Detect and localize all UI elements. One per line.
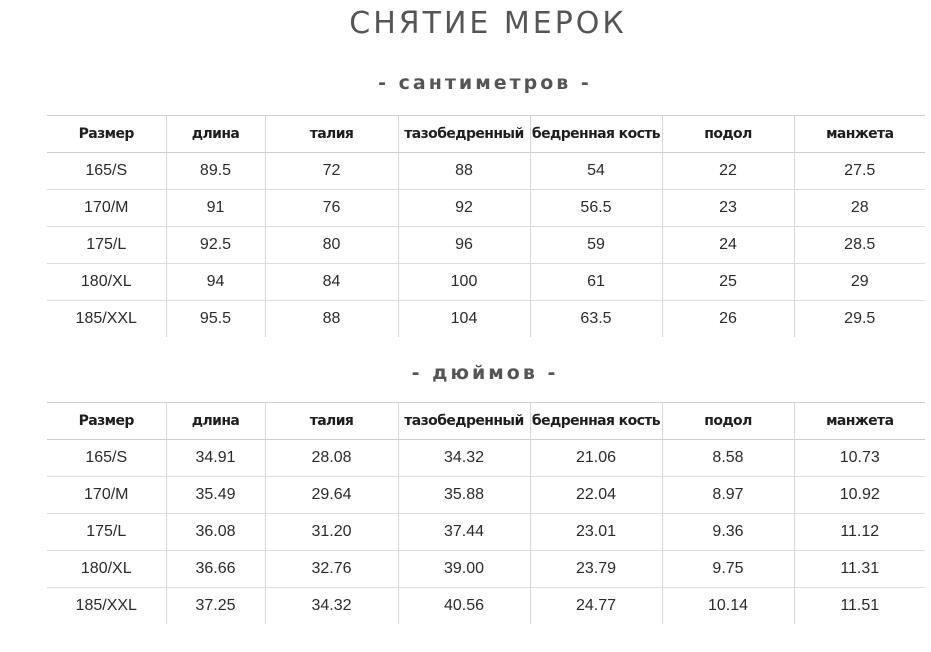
cell-thigh: 56.5 (530, 190, 662, 227)
cell-hip: 96 (398, 227, 530, 264)
cell-length: 91 (166, 190, 265, 227)
table-row (47, 588, 925, 625)
table-row (47, 190, 925, 227)
cell-length: 89.5 (166, 153, 265, 190)
size-table-centimeters (47, 115, 925, 337)
cell-thigh: 22.04 (530, 477, 662, 514)
cell-waist: 72 (265, 153, 398, 190)
cell-hip: 37.44 (398, 514, 530, 551)
cell-length: 92.5 (166, 227, 265, 264)
cell-waist: 80 (265, 227, 398, 264)
cell-size: 170/M (47, 190, 166, 227)
cell-thigh: 23.79 (530, 551, 662, 588)
section-title-inches: - дюймов - (411, 362, 559, 384)
cell-length: 34.91 (166, 440, 265, 477)
column-header-waist: талия (265, 403, 398, 440)
cell-size: 165/S (47, 153, 166, 190)
cell-size: 185/XXL (75, 310, 137, 327)
cell-cuff: 29 (794, 264, 925, 301)
size-table-inches (47, 402, 925, 624)
cell-hip: 88 (398, 153, 530, 190)
cell-waist: 84 (265, 264, 398, 301)
column-header-length: длина (166, 116, 265, 153)
table-row (47, 301, 925, 338)
column-header-thigh: бедренная кость (530, 116, 662, 153)
cell-thigh: 24.77 (530, 588, 662, 625)
cell-hip: 104 (398, 301, 530, 338)
column-header-cuff: манжета (794, 116, 925, 153)
cell-thigh: 63.5 (530, 301, 662, 338)
table-row (47, 514, 925, 551)
cell-length: 37.25 (166, 588, 265, 625)
cell-hem: 9.36 (662, 514, 794, 551)
cell-hip: 100 (398, 264, 530, 301)
cell-hip: 34.32 (398, 440, 530, 477)
cell-cuff: 11.12 (794, 514, 925, 551)
cell-size: 180/XL (47, 551, 166, 588)
cell-size: 165/S (47, 440, 166, 477)
table-header-row (47, 116, 925, 153)
cell-waist: 76 (265, 190, 398, 227)
table-header-row (47, 403, 925, 440)
column-header-hem: подол (662, 403, 794, 440)
table-row (47, 440, 925, 477)
cell-thigh: 23.01 (530, 514, 662, 551)
cell-cuff: 11.51 (794, 588, 925, 625)
cell-hem: 23 (662, 190, 794, 227)
cell-hip: 40.56 (398, 588, 530, 625)
cell-thigh: 59 (530, 227, 662, 264)
section-title-centimeters: - сантиметров - (378, 72, 592, 94)
column-header-cuff: манжета (794, 403, 925, 440)
column-header-thigh: бедренная кость (530, 403, 662, 440)
cell-length: 36.66 (166, 551, 265, 588)
cell-hip: 92 (398, 190, 530, 227)
table-row (47, 477, 925, 514)
cell-waist: 29.64 (265, 477, 398, 514)
cell-size: 185/XXL (75, 597, 137, 614)
cell-size: 175/L (47, 227, 166, 264)
cell-hem: 24 (662, 227, 794, 264)
cell-waist: 88 (265, 301, 398, 338)
table-row (47, 227, 925, 264)
cell-hem: 22 (662, 153, 794, 190)
cell-hip: 35.88 (398, 477, 530, 514)
cell-size: 170/M (47, 477, 166, 514)
cell-hem: 26 (662, 301, 794, 338)
cell-length: 36.08 (166, 514, 265, 551)
cell-hem: 10.14 (662, 588, 794, 625)
cell-waist: 34.32 (265, 588, 398, 625)
cell-size: 180/XL (47, 264, 166, 301)
cell-thigh: 21.06 (530, 440, 662, 477)
cell-hem: 9.75 (662, 551, 794, 588)
column-header-size: Размер (47, 403, 166, 440)
column-header-hip: тазобедренный (398, 403, 530, 440)
cell-waist: 32.76 (265, 551, 398, 588)
table-row (47, 551, 925, 588)
cell-waist: 31.20 (265, 514, 398, 551)
table-row (47, 264, 925, 301)
cell-length: 94 (166, 264, 265, 301)
column-header-waist: талия (265, 116, 398, 153)
cell-waist: 28.08 (265, 440, 398, 477)
cell-cuff: 28.5 (794, 227, 925, 264)
cell-thigh: 61 (530, 264, 662, 301)
cell-length: 95.5 (166, 301, 265, 338)
cell-hip: 39.00 (398, 551, 530, 588)
cell-cuff: 11.31 (794, 551, 925, 588)
cell-hem: 8.97 (662, 477, 794, 514)
column-header-hem: подол (662, 116, 794, 153)
cell-thigh: 54 (530, 153, 662, 190)
cell-hem: 8.58 (662, 440, 794, 477)
cell-length: 35.49 (166, 477, 265, 514)
column-header-length: длина (166, 403, 265, 440)
table-row (47, 153, 925, 190)
cell-cuff: 10.73 (794, 440, 925, 477)
cell-hem: 25 (662, 264, 794, 301)
cell-cuff: 28 (794, 190, 925, 227)
column-header-hip: тазобедренный (398, 116, 530, 153)
column-header-size: Размер (47, 116, 166, 153)
page-title: СНЯТИЕ МЕРОК (349, 6, 627, 41)
cell-cuff: 29.5 (794, 301, 925, 338)
cell-size: 175/L (47, 514, 166, 551)
cell-cuff: 10.92 (794, 477, 925, 514)
cell-cuff: 27.5 (794, 153, 925, 190)
